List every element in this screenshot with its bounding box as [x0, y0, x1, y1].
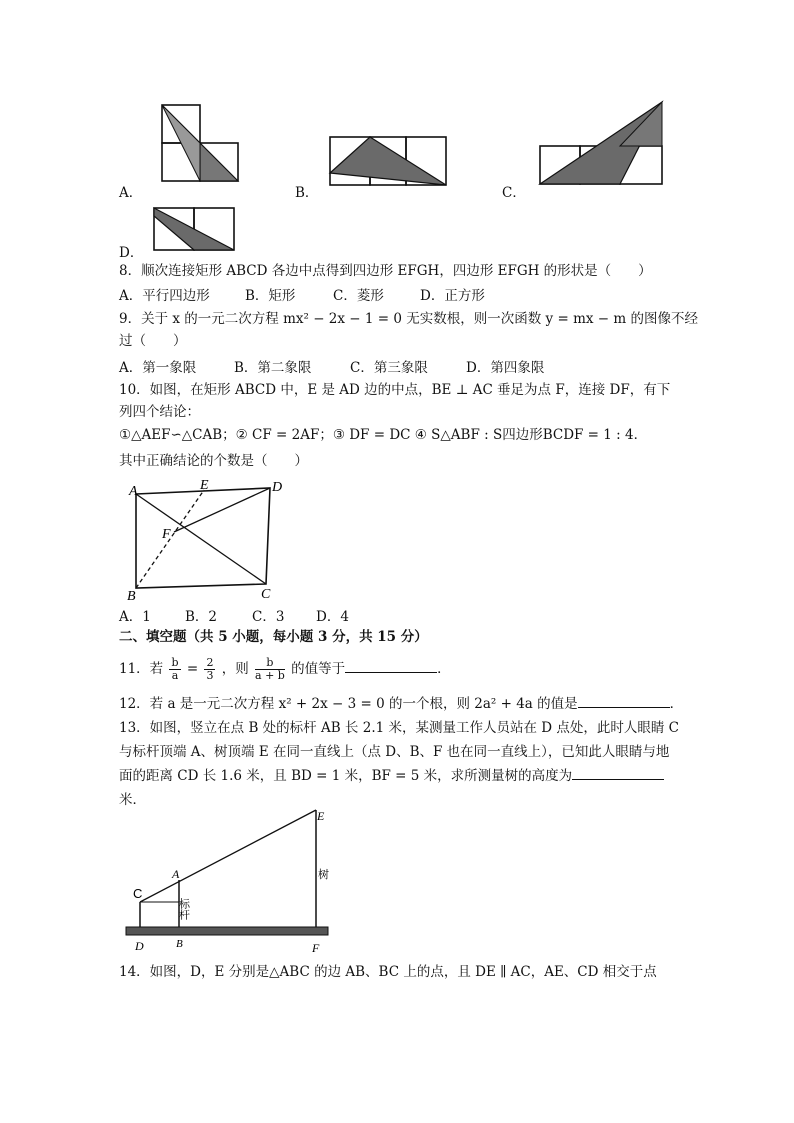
q9-stem-line2: 过（ ） [119, 333, 187, 349]
q11-eq: = [186, 661, 199, 677]
q11-answer-blank[interactable] [345, 660, 437, 673]
q13-figure-svg [124, 806, 334, 956]
q13-label-c: C [133, 886, 143, 901]
section2-title: 二、填空题（共 5 小题，每小题 3 分，共 15 分） [119, 629, 428, 645]
q7-figure-a [160, 103, 242, 189]
q10-label-d: D [272, 480, 283, 495]
q9-option-b: B．第二象限 [234, 360, 312, 376]
q7-figure-c-svg [536, 98, 668, 188]
q7-figure-d-svg [150, 204, 240, 254]
q13-label-b: B [176, 938, 183, 950]
q9-stem-line1: 9．关于 x 的一元二次方程 mx² − 2x − 1 = 0 无实数根，则一次函数 y = mx − m 的图像不经 [119, 311, 698, 327]
q13-label-d: D [135, 939, 144, 953]
q13-line2: 与标杆顶端 A、树顶端 E 在同一直线上（点 D、B、F 也在同一直线上），已知此人眼睛与地 [119, 744, 670, 760]
q9-option-c: C．第三象限 [350, 360, 428, 376]
q11-frac1-den: a [171, 669, 179, 682]
q10-figure-svg [122, 476, 292, 602]
q7-figure-c [536, 98, 668, 192]
q8-stem: 8．顺次连接矩形 ABCD 各边中点得到四边形 EFGH，四边形 EFGH 的形状是（ ） [119, 263, 652, 279]
q7-option-c: C． [502, 185, 526, 201]
q8-option-b: B．矩形 [245, 288, 296, 304]
q10-conclusions: ①△AEF∽△CAB；② CF = 2AF；③ DF = DC ④ S△ABF : S四边形BCDF = 1 : 4． [119, 427, 648, 443]
q10-label-a: A [129, 484, 138, 499]
q11-frac1-num: b [171, 656, 179, 669]
q8-option-d: D．正方形 [420, 288, 485, 304]
q7-option-a: A． [119, 185, 143, 201]
q10-option-c: C．3 [252, 609, 285, 625]
q12-answer-blank[interactable] [578, 695, 670, 708]
q11-prefix: 11．若 [119, 661, 164, 677]
q7-option-d: D． [119, 245, 144, 261]
q13-figure [124, 806, 334, 960]
q11-frac3-num: b [255, 657, 285, 670]
q10-stem-line4: 其中正确结论的个数是（ ） [119, 453, 308, 469]
q9-option-a: A．第一象限 [119, 360, 197, 376]
q11-frac2-num: 2 [206, 656, 214, 669]
q11-frac2 [204, 657, 215, 682]
q13-line3 [119, 766, 664, 786]
q10-option-b: B．2 [185, 609, 218, 625]
q13-line3-text: 面的距离 CD 长 1.6 米，且 BD = 1 米，BF = 5 米，求所测量树的高度为 [119, 768, 573, 784]
q13-line1: 13．如图，竖立在点 B 处的标杆 AB 长 2.1 米，某测量工作人员站在 D 点处，此时人眼睛 C [119, 720, 680, 736]
q13-label-e: E [317, 809, 325, 823]
q10-option-a: A．1 [119, 609, 151, 625]
q11-frac1 [169, 657, 180, 682]
q11-line: 11．若 $\frac{b}{a}$ = $\frac{2}{3}$ ，则 $\frac{b}{a + b}$ 的值等于 ． [119, 656, 451, 682]
q13-answer-blank[interactable] [572, 767, 664, 780]
q7-figure-a-svg [160, 103, 242, 185]
q13-label-tree: 树 [318, 868, 329, 881]
q12-stem: 12．若 a 是一元二次方程 x² + 2x − 3 = 0 的一个根，则 2a² + 4a 的值是 [119, 696, 578, 712]
q13-label-f: F [312, 941, 320, 955]
q13-line4: 米． [119, 792, 146, 808]
q10-figure [122, 476, 292, 606]
q11-frac2-den: 3 [206, 669, 214, 682]
q13-label-pole: 标杆 [177, 898, 191, 920]
q11-mid: ，则 [221, 661, 249, 677]
q14-stem: 14．如图，D，E 分别是△ABC 的边 AB、BC 上的点，且 DE ∥ AC，AE、CD 相交于点 [119, 964, 657, 980]
q8-option-c: C．菱形 [333, 288, 384, 304]
q8-option-a: A．平行四边形 [119, 288, 210, 304]
q10-stem-line2: 列四个结论： [119, 404, 200, 420]
q7-figure-b [326, 133, 450, 195]
q10-label-f: F [162, 527, 171, 542]
q10-option-d: D．4 [316, 609, 349, 625]
q11-frac3-den: a + b [255, 669, 285, 682]
q13-label-a: A [172, 867, 180, 881]
q7-option-b: B． [295, 185, 319, 201]
q10-stem-line1: 10．如图，在矩形 ABCD 中，E 是 AD 边的中点，BE ⊥ AC 垂足为点 F，连接 DF，有下 [119, 382, 671, 398]
q10-label-c: C [261, 587, 271, 602]
q9-option-d: D．第四象限 [466, 360, 545, 376]
q10-label-b: B [127, 589, 136, 602]
q7-figure-b-svg [326, 133, 450, 191]
q11-frac3 [255, 657, 285, 682]
q12-line: 12．若 a 是一元二次方程 x² + 2x − 3 = 0 的一个根，则 2a² + 4a 的值是 ． [119, 696, 684, 712]
q10-label-e: E [200, 478, 209, 493]
q7-figure-d [150, 204, 240, 258]
q11-suffix: 的值等于 [291, 661, 346, 677]
